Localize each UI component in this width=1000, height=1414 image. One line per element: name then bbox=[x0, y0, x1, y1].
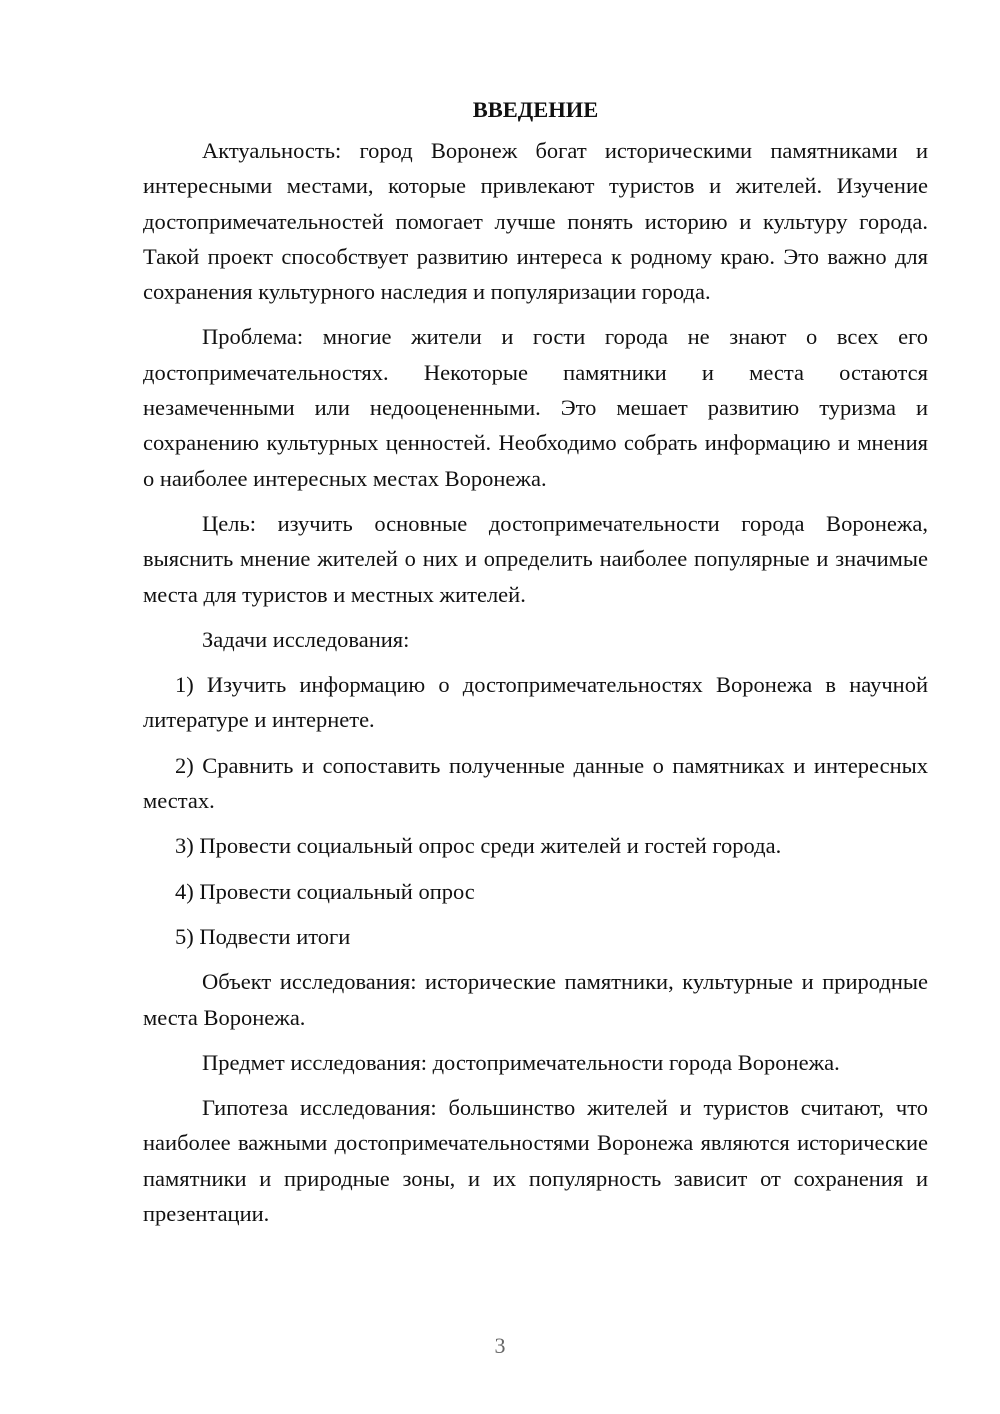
paragraph-problem: Проблема: многие жители и гости города не знают о всех его достопримечательностях. Некоторые памятники и места остаются незамеченными или недооцененными. Это мешает развитию туризма и сохранению культурных ценностей. Необходимо собрать информацию и мнения о наиболее интересных местах Воронежа. bbox=[143, 324, 928, 491]
page-number: 3 bbox=[494, 1333, 506, 1358]
task-item-3: 3) Провести социальный опрос среди жителей и гостей города. bbox=[175, 833, 782, 859]
task-item-2: 2) Сравнить и сопоставить полученные данные о памятниках и интересных местах. bbox=[143, 752, 928, 814]
document-body bbox=[143, 92, 928, 1241]
task-item-5: 5) Подвести итоги bbox=[175, 923, 351, 949]
task-item-4: 4) Провести социальный опрос bbox=[175, 878, 475, 904]
paragraph-object: Объект исследования: исторические памятники, культурные и природные места Воронежа. bbox=[143, 969, 928, 1030]
paragraph-hypothesis: Гипотеза исследования: большинство жителей и туристов считают, что наиболее важными достопримечательностями Воронежа являются исторические памятники и природные зоны, и их популярность зависит от сохранения и презентации. bbox=[143, 1095, 928, 1227]
paragraph-subject: Предмет исследования: достопримечательности города Воронежа. bbox=[202, 1049, 840, 1075]
page-title: ВВЕДЕНИЕ bbox=[472, 97, 599, 122]
paragraph-relevance: Актуальность: город Воронеж богат историческими памятниками и интересными местами, которые привлекают туристов и жителей. Изучение достопримечательностей помогает лучше понять историю и культуру города. Такой проект способствует развитию интереса к родному краю. Это важно для сохранения культурного наследия и популяризации города. bbox=[143, 138, 928, 305]
paragraph-goal: Цель: изучить основные достопримечательности города Воронежа, выяснить мнение жителей о них и определить наиболее популярные и значимые места для туристов и местных жителей. bbox=[143, 510, 928, 607]
paragraph-tasks-heading: Задачи исследования: bbox=[202, 626, 410, 652]
task-item-1: 1) Изучить информацию о достопримечательностях Воронежа в научной литературе и интернете. bbox=[143, 672, 928, 733]
